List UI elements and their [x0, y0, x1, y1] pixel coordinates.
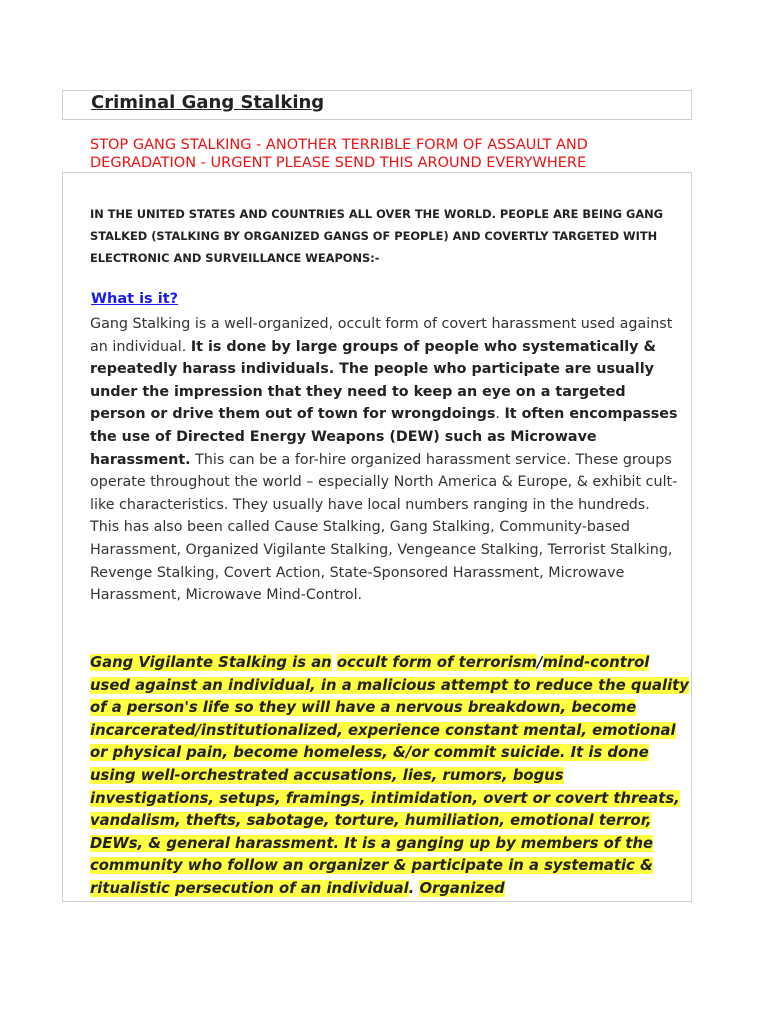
highlight-segment-4: Organized: [419, 879, 505, 897]
highlight-segment-3: mind-control used against an individual, in a malicious attempt to reduce the quality of a person's life so they will have a nervous breakdown, become incarcerated/institutionalized, experience constant mental, emotional or physical pain, become homeless, &/or commit suicide. It is done using well-orchestrated accusations, lies, rumors, bogus investigations, setups, framings, intimidation, overt or covert threats, vandalism, thefts, sabotage, torture, humiliation, emotional terror, DEWs, & general harassment. It is a ganging up by members of the community who follow an organizer & participate in a systematic & ritualistic persecution of an individual: [90, 654, 689, 897]
title-box: [62, 90, 692, 120]
plain-gap-2: /: [537, 654, 543, 671]
description-text-3: This can be a for-hire organized harassment service. These groups operate throughout the world – especially North America & Europe, & exhibit cult-like characteristics. They usually have local numbers ranging in the hundreds. This has also been called Cause Stalking, Gang Stalking, Community-based Harassment, Organized Vigilante Stalking, Vengeance Stalking, Terrorist Stalking, Revenge Stalking, Covert Action, State-Sponsored Harassment, Microwave Harassment, Microwave Mind-Control.: [90, 451, 678, 604]
plain-gap-3: .: [408, 879, 420, 897]
intro-caps-paragraph: IN THE UNITED STATES AND COUNTRIES ALL OVER THE WORLD. PEOPLE ARE BEING GANG STALKED (STALKING BY ORGANIZED GANGS OF PEOPLE) AND COVERTLY TARGETED WITH ELECTRONIC AND SURVEILLANCE WEAPONS:-: [90, 207, 664, 265]
description-bold-2: It often encompasses the use of Directed Energy Weapons (DEW) such as Microwave harassment.: [90, 406, 678, 468]
description-bold-1: It is done by large groups of people who systematically & repeatedly harass individuals. The people who participate are usually under the impression that they need to keep an eye on a targeted person or drive them out of town for wrongdoings: [90, 338, 656, 423]
document-title: Criminal Gang Stalking: [91, 92, 325, 113]
content-box: [62, 172, 692, 902]
red-warning-heading: STOP GANG STALKING - ANOTHER TERRIBLE FORM OF ASSAULT AND DEGRADATION - URGENT PLEASE SEND THIS AROUND EVERYWHERE: [90, 137, 588, 171]
description-paragraph: [90, 313, 682, 607]
highlight-segment-2: occult form of terrorism: [336, 654, 538, 671]
highlighted-paragraph: [90, 652, 690, 901]
highlight-segment-1: Gang Vigilante Stalking is an: [90, 654, 332, 671]
description-text-1: Gang Stalking is a well-organized, occult form of covert harassment used against an individual.: [90, 316, 673, 355]
description-text-2: .: [495, 406, 505, 423]
what-is-it-link[interactable]: What is it?: [91, 291, 179, 307]
